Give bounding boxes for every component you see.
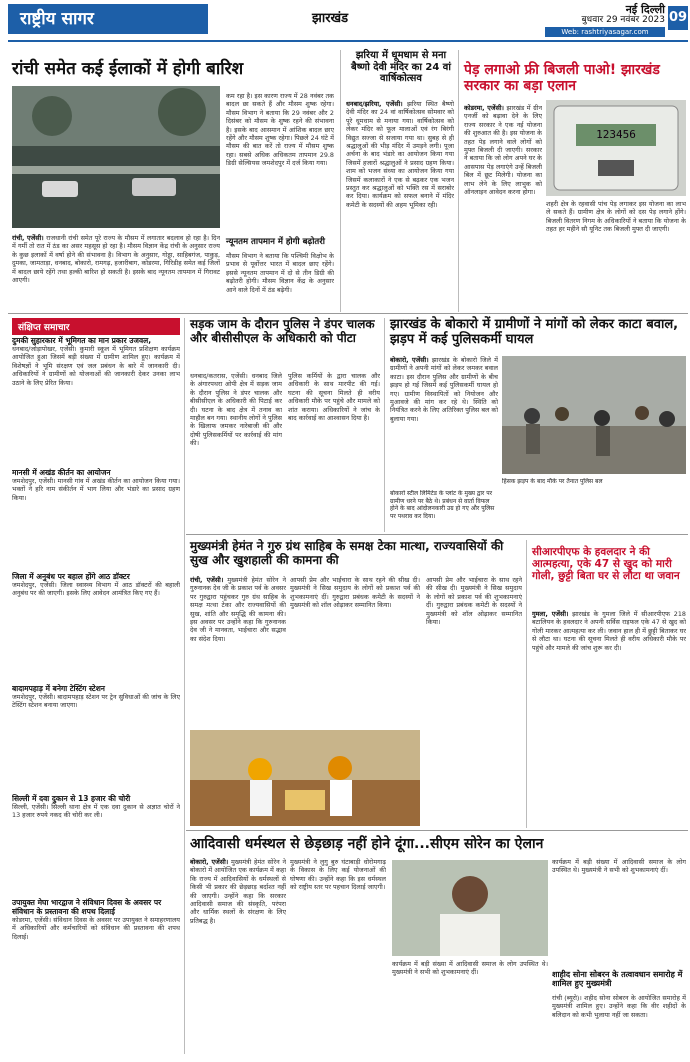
story5-dateline: बोकारो, एजेंसी। xyxy=(390,356,429,364)
story1-col2: कम रहा है। इस कारण राज्य में 28 नवंबर तक बादल छा सकते हैं और मौसम शुष्क रहेगा। मौसम विभाग ने बताया कि 29 नवंबर और 2 दिसंबर को मौसम के शुष्क रहने की संभावना है। इसके बाद आसमान में आंशिक बादल छाए रहेंगे और मौसम शुष्क रहेगा। पिछले 24 घंटे में मौसम की बात करें तो राज्य में मौसम शुष्क रहा। सबसे अधिक अधिकतम तापमान 29.8 डिग्री सेल्सियस जमशेदपुर में दर्ज किया गया। xyxy=(226,92,334,168)
page-number: 09 xyxy=(668,6,688,30)
story5-text: झारखंड के बोकारो जिले में ग्रामीणों ने अपनी मांगों को लेकर जमकर बवाल काटा। इस दौरान पुलिस और ग्रामीणों के बीच झड़प हो गई जिसमें कई पुलिसकर्मी घायल हो गए। ग्रामीण विस्थापितों को नियोजन और मुआवजे की मांग कर रहे थे। स्थिति को नियंत्रित करने के लिए अतिरिक्त पुलिस बल को बुलाया गया। xyxy=(390,356,498,423)
story4-col2: पुलिस कर्मियों के द्वारा चालक और अधिकारी के साथ मारपीट की गई। घटना की सूचना मिलते ही वरीय अधिकारी मौके पर पहुंचे और मामले को शांत कराया। अधिकारियों ने जांच के बाद कार्रवाई का आश्वासन दिया है। xyxy=(288,372,380,423)
story5-headline: झारखंड के बोकारो में ग्रामीणों ने मांगों को लेकर काटा बवाल, झड़प में कई पुलिसकर्मी घायल xyxy=(390,317,679,347)
section-title: झारखंड xyxy=(312,11,349,26)
story1-text: राजधानी रांची समेत पूरे राज्य के मौसम में लगातार बदलाव हो रहा है। दिन में गर्मी तो रात में ठंड का असर महसूस हो रहा है। मौसम विज्ञान केंद्र रांची के अनुसार राज्य के कुछ इलाकों में वर्षा होने की संभावना है। विभाग के अनुसार, गोड्डा, साहिबगंज, पाकुड़, दुमका, जामताड़ा, धनबाद, बोकारो, रामगढ़, हजारीबाग, कोडरमा, गिरिडीह समेत कई जिलों में बादल छाये रहेंगे तथा हल्की बारिश हो सकती है। इसके बाद न्यूनतम तापमान में गिरावट आएगी। xyxy=(12,234,220,285)
divider xyxy=(184,318,185,1054)
brief-headline: दुमकी सुहारकार में भूमिगत का मान प्रकार उजवल, xyxy=(12,336,152,345)
story8-body xyxy=(190,858,286,1054)
story8-subbody: रांची (ब्यूरो)। शहीद सोना सोबरन के आयोजित समारोह में मुख्यमंत्री शामिल हुए। उन्होंने कहा कि वीर शहीदों के बलिदान को कभी भुलाया नहीं जा सकता। xyxy=(552,994,686,1019)
story3-dateline: कोडरमा, एजेंसी। xyxy=(464,104,504,112)
dateline-city: नई दिल्ली xyxy=(625,3,665,16)
story3-col2: शहरी क्षेत्र के रहवासी पांच पेड़ लगाकर इस योजना का लाभ ले सकते हैं। ग्रामीण क्षेत्र के लोगों को दस पेड़ लगाने होंगे। बिजली वितरण निगम के अधिकारियों ने बताया कि योजना के तहत हर महीने सौ यूनिट तक बिजली मुफ्त दी जाएगी। xyxy=(546,200,686,234)
story5-photo xyxy=(502,356,686,474)
story5-caption: हिंसक झड़प के बाद मौके पर तैनात पुलिस बल xyxy=(502,478,603,485)
divider xyxy=(8,313,688,314)
story4-body: धनबाद/कतरास, एजेंसी। धनबाद जिले के अंगारपथरा ओपी क्षेत्र में सड़क जाम के दौरान पुलिस ने डंपर चालक और बीसीसीएल के अधिकारी की पिटाई कर दी। घटना के बाद क्षेत्र में तनाव का माहौल बन गया। स्थानीय लोगों ने पुलिस के खिलाफ जमकर नारेबाजी की और दोषी पुलिसकर्मियों पर कार्रवाई की मांग की। xyxy=(190,372,282,448)
briefs-title: संक्षिप्त समाचार xyxy=(12,318,180,335)
cm-portrait-image xyxy=(392,860,548,956)
story1-photo xyxy=(12,86,220,228)
divider xyxy=(526,540,527,828)
rain-highway-image xyxy=(12,86,220,228)
story5-body xyxy=(390,356,498,486)
clash-crowd-image xyxy=(502,356,686,474)
story6-headline: मुख्यमंत्री हेमंत ने गुरु ग्रंथ साहिब के समक्ष टेका मात्था, राज्यवासियों की सुख और खुशहाली की कामना की xyxy=(190,539,504,567)
brief-text: जमशेदपुर, एजेंसी। जिला स्वास्थ्य विभाग में आठ डॉक्टरों की बहाली अनुबंध पर की जाएगी। इसके लिए आवेदन आमंत्रित किए गए हैं। xyxy=(12,581,180,598)
story4-headline: सड़क जाम के दौरान पुलिस ने डंपर चालक और बीसीसीएल के अधिकारी को पीटा xyxy=(190,317,375,345)
story6-text: मुख्यमंत्री हेमंत सोरेन ने गुरुनानक देव जी के प्रकाश पर्व के अवसर पर गुरुद्वारा पहुंचकर गुरु ग्रंथ साहिब के समक्ष मत्था टेका और राज्यवासियों की सुख, शांति और समृद्धि की कामना की। इस अवसर पर उन्होंने कहा कि गुरुनानक देव जी ने मानवता, भाईचारा और सद्भाव का संदेश दिया। xyxy=(190,576,286,643)
story3-headline: पेड़ लगाओ फ्री बिजली पाओ! झारखंड सरकार का बड़ा एलान xyxy=(464,62,660,95)
brief-item xyxy=(12,572,180,679)
brief-item xyxy=(12,468,180,567)
divider xyxy=(186,534,688,535)
story7-text: झारखंड के गुमला जिले में सीआरपीएफ 218 बटालियन के हवलदार ने अपनी सर्विस राइफल एके 47 से खुद को गोली मारकर आत्महत्या कर ली। जवान हाल ही में छुट्टी बिताकर घर से लौटा था। घटना की सूचना मिलते ही वरीय अधिकारी मौके पर पहुंचे और मामले की जांच शुरू कर दी। xyxy=(532,610,686,652)
story6-body xyxy=(190,576,286,726)
dateline xyxy=(545,4,665,26)
electric-meter-photo xyxy=(546,100,686,196)
gurudwara-ceremony-image xyxy=(190,730,420,826)
brief-headline: सिल्ली में दवा दुकान से 13 हजार की चोरी xyxy=(12,794,131,803)
story8-dateline: बोकारो, एजेंसी। xyxy=(190,858,229,866)
story6-col2: आपसी प्रेम और भाईचारा के साथ रहने की सीख दी। मुख्यमंत्री ने सिख समुदाय के लोगों को प्रकाश पर्व की शुभकामनाएं दीं। गुरुद्वारा प्रबंधक कमेटी के सदस्यों ने मुख्यमंत्री को शॉल ओढ़ाकर सम्मानित किया। xyxy=(290,576,420,610)
story2-dateline: धनबाद/झरिया, एजेंसी। xyxy=(346,100,403,108)
story2-headline: झरिया में धूमधाम से मना बैष्णो देवी मंदिर का 24 वां वार्षिकोत्सव xyxy=(351,50,451,84)
header-rule xyxy=(8,40,688,42)
newspaper-brand: राष्ट्रीय सागर xyxy=(8,4,208,34)
divider xyxy=(186,830,688,831)
story6-col3: आपसी प्रेम और भाईचारा के साथ रहने की सीख दी। मुख्यमंत्री ने सिख समुदाय के लोगों को प्रकाश पर्व की शुभकामनाएं दीं। गुरुद्वारा प्रबंधक कमेटी के सदस्यों ने मुख्यमंत्री को शॉल ओढ़ाकर सम्मानित किया। xyxy=(426,576,522,627)
dateline-date: बुधवार 29 नवंबर 2023 xyxy=(581,15,665,25)
story5-col2: बोकारो स्टील लिमिटेड के प्लांट के मुख्य द्वार पर ग्रामीण धरने पर बैठे थे। प्रबंधन से वार्ता विफल होने के बाद आंदोलनकारी उग्र हो गए और पुलिस पर पथराव कर दिया। xyxy=(390,490,495,520)
meter-reading: 123456 xyxy=(596,128,636,141)
briefs-column xyxy=(12,336,180,1052)
story3-body xyxy=(464,104,542,290)
story8-photo xyxy=(392,860,548,956)
brief-text: सिल्ली, एजेंसी। सिल्ली थाना क्षेत्र में एक दवा दुकान से अज्ञात चोरों ने 13 हजार रुपये नकद की चोरी कर ली। xyxy=(12,803,180,820)
story3-text: झारखंड में ग्रीन एनर्जी को बढ़ावा देने के लिए राज्य सरकार ने एक नई योजना की शुरुआत की है। इस योजना के तहत पेड़ लगाने वाले लोगों को मुफ्त बिजली दी जाएगी। सरकार ने बताया कि जो लोग अपने घर के आसपास पेड़ लगाएंगे उन्हें बिजली बिल में छूट मिलेगी। योजना का लाभ लेने के लिए लाभुक को ऑनलाइन आवेदन करना होगा। xyxy=(464,104,542,197)
story1-col2b: मौसम विभाग ने बताया कि पश्चिमी विक्षोभ के प्रभाव से पूर्वोत्तर भारत में बादल छाए रहेंगे। इससे न्यूनतम तापमान में दो से तीन डिग्री की बढ़ोतरी होगी। मौसम विज्ञान केंद्र के अनुसार आने वाले दिनों में ठंड बढ़ेगी। xyxy=(226,252,334,294)
brief-item xyxy=(12,898,180,1026)
story8-headline: आदिवासी धर्मस्थल से छेड़छाड़ नहीं होने दूंगा...सीएम सोरेन का ऐलान xyxy=(190,836,544,852)
brief-headline: उपायुक्त मेघा भारद्वाज ने संविधान दिवस के अवसर पर संविधान के प्रस्तावना की शपथ दिलाई xyxy=(12,898,162,916)
story1-headline: रांची समेत कई ईलाकों में होगी बारिश xyxy=(12,59,244,79)
story1-body xyxy=(12,234,220,310)
brief-text: जमशेदपुर, एजेंसी। बादामपहाड़ स्टेशन पर ट्रेन सुविधाओं की जांच के लिए टेस्टिंग स्टेशन बनाया जाएगा। xyxy=(12,693,180,710)
brief-headline: बादामपहाड़ में बनेगा टेस्टिंग स्टेशन xyxy=(12,684,105,693)
website-label[interactable]: Web: rashtriyasagar.com xyxy=(545,27,665,37)
story8-col3: कार्यक्रम में बड़ी संख्या में आदिवासी समाज के लोग उपस्थित थे। मुख्यमंत्री ने सभी को शुभकामनाएं दीं। xyxy=(392,960,548,977)
electric-meter-image xyxy=(546,100,686,196)
brief-text: कोडरमा, एजेंसी। संविधान दिवस के अवसर पर उपायुक्त ने समाहरणालय में अधिकारियों और कर्मचारियों को संविधान की प्रस्तावना की शपथ दिलाई। xyxy=(12,916,180,941)
story6-photo xyxy=(190,730,420,826)
brief-headline: जिला में अनुबंध पर बहाल होंगे आठ डॉक्टर xyxy=(12,572,130,581)
divider xyxy=(458,50,459,312)
story7-dateline: गुमला, एजेंसी। xyxy=(532,610,569,618)
brief-headline: मानसी में अखंड कीर्तन का आयोजन xyxy=(12,468,111,477)
brief-item xyxy=(12,684,180,789)
story8-col2: मुख्यमंत्री ने लुगु बुरु घंटाबाड़ी धोरोमगाढ़ के विकास के लिए कई योजनाओं की घोषणा की। उन्होंने कहा कि इस धर्मस्थल को राष्ट्रीय स्तर पर पहचान दिलाई जाएगी। xyxy=(290,858,386,892)
brief-text: धनबाद/जोड़ापोखर, एजेंसी। कुमारी स्कूल में भूमिगत प्रशिक्षण कार्यक्रम आयोजित हुआ जिसमें बड़ी संख्या में ग्रामीण शामिल हुए। कार्यक्रम में विशेषज्ञों ने भूमि संरक्षण एवं जल प्रबंधन के बारे में जानकारी दी। अधिकारियों ने ग्रामीणों को योजनाओं की जानकारी देकर उनका लाभ उठाने के लिए प्रेरित किया। xyxy=(12,345,180,387)
story2-body xyxy=(346,100,454,310)
story2-text: झरिया स्थित बैष्णो देवी मंदिर का 24 वां वार्षिकोत्सव सोमवार को पूरे धूमधाम से मनाया गया। वार्षिकोत्सव को लेकर मंदिर को फूल मालाओं एवं रंग बिरंगी विद्युत सज्जा से सजाया गया था। सुबह से ही श्रद्धालुओं की भीड़ मंदिर में उमड़ने लगी। पूजा अर्चना के बाद भंडारे का आयोजन किया गया जिसमें हजारों श्रद्धालुओं ने प्रसाद ग्रहण किया। शाम को भजन संध्या का आयोजन किया गया जिसमें कलाकारों ने एक से बढ़कर एक भजन प्रस्तुत कर श्रद्धालुओं को भक्ति रस में सराबोर कर दिया। कार्यक्रम को सफल बनाने में मंदिर कमेटी के सदस्यों की अहम भूमिका रही। xyxy=(346,100,454,209)
masthead xyxy=(0,0,690,42)
story1-dateline: रांची, एजेंसी। xyxy=(12,234,44,242)
story7-headline: सीआरपीएफ के हवलदार ने की आत्महत्या, एके 47 से खुद को मारी गोली, छुट्टी बिता घर से लौटा था जवान xyxy=(532,546,680,583)
divider xyxy=(340,50,341,312)
brief-item xyxy=(12,794,180,893)
story8-col3b: कार्यक्रम में बड़ी संख्या में आदिवासी समाज के लोग उपस्थित थे। मुख्यमंत्री ने सभी को शुभकामनाएं दीं। xyxy=(552,858,686,875)
story1-subhead: न्यूनतम तापमान में होगी बढ़ोतरी xyxy=(226,237,325,247)
divider xyxy=(384,318,385,532)
story7-body xyxy=(532,610,686,826)
story8-text: मुख्यमंत्री हेमंत सोरेन ने बोकारो में आयोजित एक कार्यक्रम में कहा कि राज्य में आदिवासियों के धर्मस्थलों से किसी भी प्रकार की छेड़छाड़ बर्दाश्त नहीं की जाएगी। उन्होंने कहा कि सरकार आदिवासी समाज की संस्कृति, परंपरा और धार्मिक स्थलों के संरक्षण के लिए प्रतिबद्ध है। xyxy=(190,858,286,925)
brief-item xyxy=(12,336,180,463)
story8-subhead: शाहीद सोना सोबरन के तत्वावधान समारोह में शामिल हुए मुख्यमंत्री xyxy=(552,970,683,988)
brief-text: जमशेदपुर, एजेंसी। मानसी गांव में अखंड कीर्तन का आयोजन किया गया। भक्तों ने हरि नाम संकीर्तन में भाग लिया और भंडारे का प्रसाद ग्रहण किया। xyxy=(12,477,180,502)
story6-dateline: रांची, एजेंसी। xyxy=(190,576,224,584)
